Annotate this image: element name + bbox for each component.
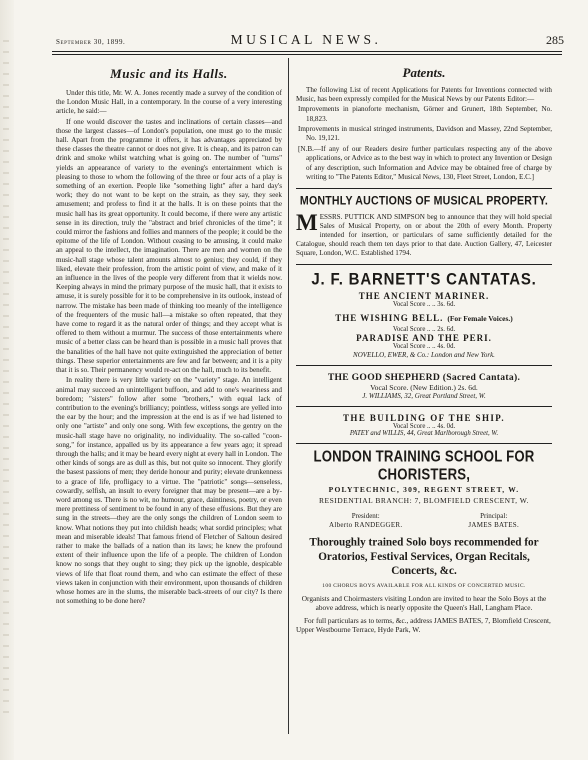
- principal-name: JAMES BATES.: [468, 521, 520, 530]
- cantata-score: Vocal Score .. .. 2s. 6d.: [392, 326, 456, 334]
- barnett-heading: J. F. BARNETT'S CANTATAS.: [311, 270, 537, 289]
- patents-intro: The following List of recent Applications for Patents for Inventions connected with Music, has been expressly compiled for the Musical News by our Patents Editor:—: [296, 86, 552, 104]
- page-binding-edge: [0, 0, 14, 760]
- article-paragraph: If one would discover the tastes and inclinations of certain classes—and those the largest classes—of London's population, one must go to the music hall. Apart from the programme it offers, it has advantages appreciated by these classes the theatre cannot or does not give. It is cheap, and its patron can drink and smoke whilst watching what is going on. The number of "turns" yields an appearance of variety to the evening's entertainment which is pleasing to those to whom the following of the three or four acts of a play is something of an exertion. People like "something light" after a hard day's work; they do not want to be kept on the strain, as they say, they seek amusement; and profess to find it at the halls. It is on these points that the music hall has its great opportunity. It could become, if there were any artistic sense in its direction, truly the "abstract and brief chronicles of the time"; it could mirror the fashions and follies and manners of the people; it could be the epitome of the life of London. Without ceasing to be amusing, it could make an appeal to the intellect, the imagination. There are men and women on the music-hall stage whose talent amounts almost to genius; they could, if they liked, elevate their profession, from the artistic point of view, and make of it an influence in the lives of the people very different from that it wields now. Keeping always in mind the primary purpose of the music hall, that it exists to amuse, it is surely possible for it to be comprehensive in its outlook, instead of narrow. The mistake has been made of thinking too meanly of the intelligence of the frequenters of the music hall—a mistake so often repeated, that they have come to regard it as the natural order of things; and they accept what is offered to them without a murmur. The success of those entertainments where music of a better class can be heard than is possible in a music hall proves that the banalities of the hall have not quite extinguished the appreciation of better things. These superior entertainments are few and far between; and it is a pity that it is so. Their permanency would re-act on the hall, much to its benefit.: [56, 117, 282, 375]
- header-rule-top: [52, 51, 562, 52]
- shepherd-name: THE GOOD SHEPHERD (Sacred Cantata).: [327, 372, 521, 384]
- ship-name: THE BUILDING OF THE SHIP.: [343, 413, 505, 424]
- cantata-name: PARADISE AND THE PERI.: [356, 333, 492, 344]
- barnett-advert: [296, 271, 552, 359]
- cantata-score: Vocal Score .. .. 4s. 0d.: [392, 343, 456, 351]
- cantata-item: [296, 308, 552, 333]
- auctions-advert: [296, 195, 552, 258]
- column-divider: [288, 58, 289, 734]
- patent-entry: Improvements in pianoforte mechanism, Görner and Grunert, 18th September, No. 18,823.: [298, 105, 552, 123]
- patents-section: [296, 65, 552, 182]
- ship-score: Vocal Score .. .. 4s. 0d.: [392, 423, 456, 431]
- cantata-name: THE WISHING BELL.: [335, 313, 444, 324]
- ltsc-organists: Organists and Choirmasters visiting London are invited to hear the Solo Boys at the above address, which is nearly opposite the Queen's Hall, Langham Place.: [301, 593, 547, 612]
- header-title: MUSICAL NEWS.: [230, 32, 382, 47]
- auctions-heading: MONTHLY AUCTIONS OF MUSICAL PROPERTY.: [299, 194, 549, 208]
- header-rule-bottom: [52, 54, 562, 55]
- section-rule: [296, 406, 552, 407]
- music-halls-article: [56, 60, 282, 732]
- president-label: President:: [351, 512, 380, 521]
- right-column: [296, 60, 552, 732]
- ship-publisher: PATEY and WILLIS, 44, Great Marlborough Street, W.: [349, 430, 499, 438]
- auctions-text: ESSRS. PUTTICK AND SIMPSON beg to announce that they will hold special Sales of Musical Property, on or about the 20th of every Month. Property intended for insertion, or particulars of same sufficiently detailed for the Catalogue, should reach them ten days prior to that date. Auction Gallery, 47, Leicester Square, London, W.C. Established 1794.: [296, 213, 552, 258]
- ltsc-advert: [296, 447, 552, 635]
- ltsc-particulars: For full particulars as to terms, &c., address JAMES BATES, 7, Blomfield Crescent, Upper Westbourne Terrace, Hyde Park, W.: [296, 615, 551, 635]
- shepherd-publisher: J. WILLIAMS, 32, Great Portland Street, W.: [362, 392, 486, 401]
- header-page-number: 285: [546, 33, 564, 47]
- ltsc-address: POLYTECHNIC, 309, REGENT STREET, W.: [328, 485, 520, 495]
- cantata-score: Vocal Score .. .. 3s. 6d.: [392, 301, 456, 309]
- cantata-item: [296, 333, 552, 350]
- shepherd-score: Vocal Score. (New Edition.) 2s. 6d.: [370, 383, 478, 393]
- barnett-publisher: NOVELLO, EWER, & Co.: London and New York.: [353, 351, 495, 360]
- good-shepherd-advert: [296, 372, 552, 400]
- article-paragraph: Under this title, Mr. W. A. Jones recently made a survey of the condition of the London Music Hall, in a contemporary. In the course of a very interesting article, he said:—: [56, 89, 282, 116]
- president-block: [329, 512, 402, 530]
- principal-block: [468, 512, 519, 530]
- president-name: Alberto RANDEGGER.: [328, 521, 403, 530]
- article-heading: Music and its Halls.: [110, 66, 228, 81]
- header-date: September 30, 1899.: [56, 38, 126, 46]
- ltsc-heading: LONDON TRAINING SCHOOL FOR CHORISTERS,: [313, 447, 535, 484]
- section-rule: [296, 188, 552, 189]
- page-header: [46, 32, 566, 50]
- cantata-item: [296, 291, 552, 308]
- cantata-suffix: (For Female Voices.): [447, 314, 513, 324]
- article-paragraph: In reality there is very little variety on the "variety" stage. An intelligent animal may succeed an unintelligent buffoon, and add to one's weariness and boredom; "sisters" follow after some "brothers," with equal lack of contribution to the evening's brilliancy; pointless, witless songs are yelled into the ear by the hour; and the impression at the end is as if we had listened to only one "artiste" and only one song. With few exceptions, the gentry on the music-hall stage have no originality, no individuality. The so-called "coon-song," for instance, appalled us by its appearance a few years ago; it spread through the halls; and it may be heard every night at every hall in London. The other kinds of songs are as dull as this, but not quite so innocent. They glorify the basest passions of men; they deride honour and purity; elevate drunkenness to a grace of life, profligacy to a virtue. The "patriotic" songs—senseless, cowardly, selfish, an insult to every foreigner that may be present—are a by-word among us. There is no wit, no humour, grace, daintiness, poetry, or even mere prettiness of sentiment to be found in any of these effusions. But they are sung in the streets—they are the only songs the children of London seem to know. What notions they put into childish heads; what sordid principles; what mean and miserable ideals! That famous friend of Fletcher of Saltoun desired rather to make the ballads of a nation than its laws; he knew the profound extent of their influence upon the life of a people. The children of London know no songs that they ought to sing; they pick up the ignoble, despicable views of life that float round them, and who can estimate the effect of these views taken in conjunction with their environment, upon thousands of children whose homes are in the slums, the miserable back-streets of our city? Is there not something to be done here?: [56, 376, 282, 606]
- section-rule: [296, 365, 552, 366]
- patents-heading: Patents.: [402, 65, 446, 80]
- auctions-dropcap: M: [296, 210, 318, 236]
- section-rule: [296, 443, 552, 444]
- patents-note: [N.B.—If any of our Readers desire further particulars respecting any of the above applications, or Advice as to the best way in which to protect any Invention or Design of any description, such Information and Advice may be obtained free of charge by writing to "The Patents Editor," Musical News, 130, Fleet Street, London, E.C.]: [298, 145, 552, 181]
- ltsc-chorus-note: 100 CHORUS BOYS AVAILABLE FOR ALL KINDS OF CONCERTED MUSIC.: [322, 582, 526, 589]
- ltsc-branch: RESIDENTIAL BRANCH: 7, BLOMFIELD CRESCENT, W.: [318, 496, 529, 506]
- ship-advert: [296, 413, 552, 437]
- cantata-name: THE ANCIENT MARINER.: [358, 291, 490, 302]
- patent-entry: Improvements in musical stringed instruments, Davidson and Massey, 22nd September, No. 19,121.: [298, 124, 552, 143]
- ltsc-officers: [296, 512, 552, 530]
- auctions-body: [296, 210, 552, 258]
- binding-specks: [3, 40, 9, 720]
- section-rule: [296, 264, 552, 265]
- principal-label: Principal:: [480, 512, 508, 521]
- ltsc-trained-boys: Thoroughly trained Solo boys recommended for Oratorios, Festival Services, Organ Recitals, Concerts, &c.: [309, 536, 539, 577]
